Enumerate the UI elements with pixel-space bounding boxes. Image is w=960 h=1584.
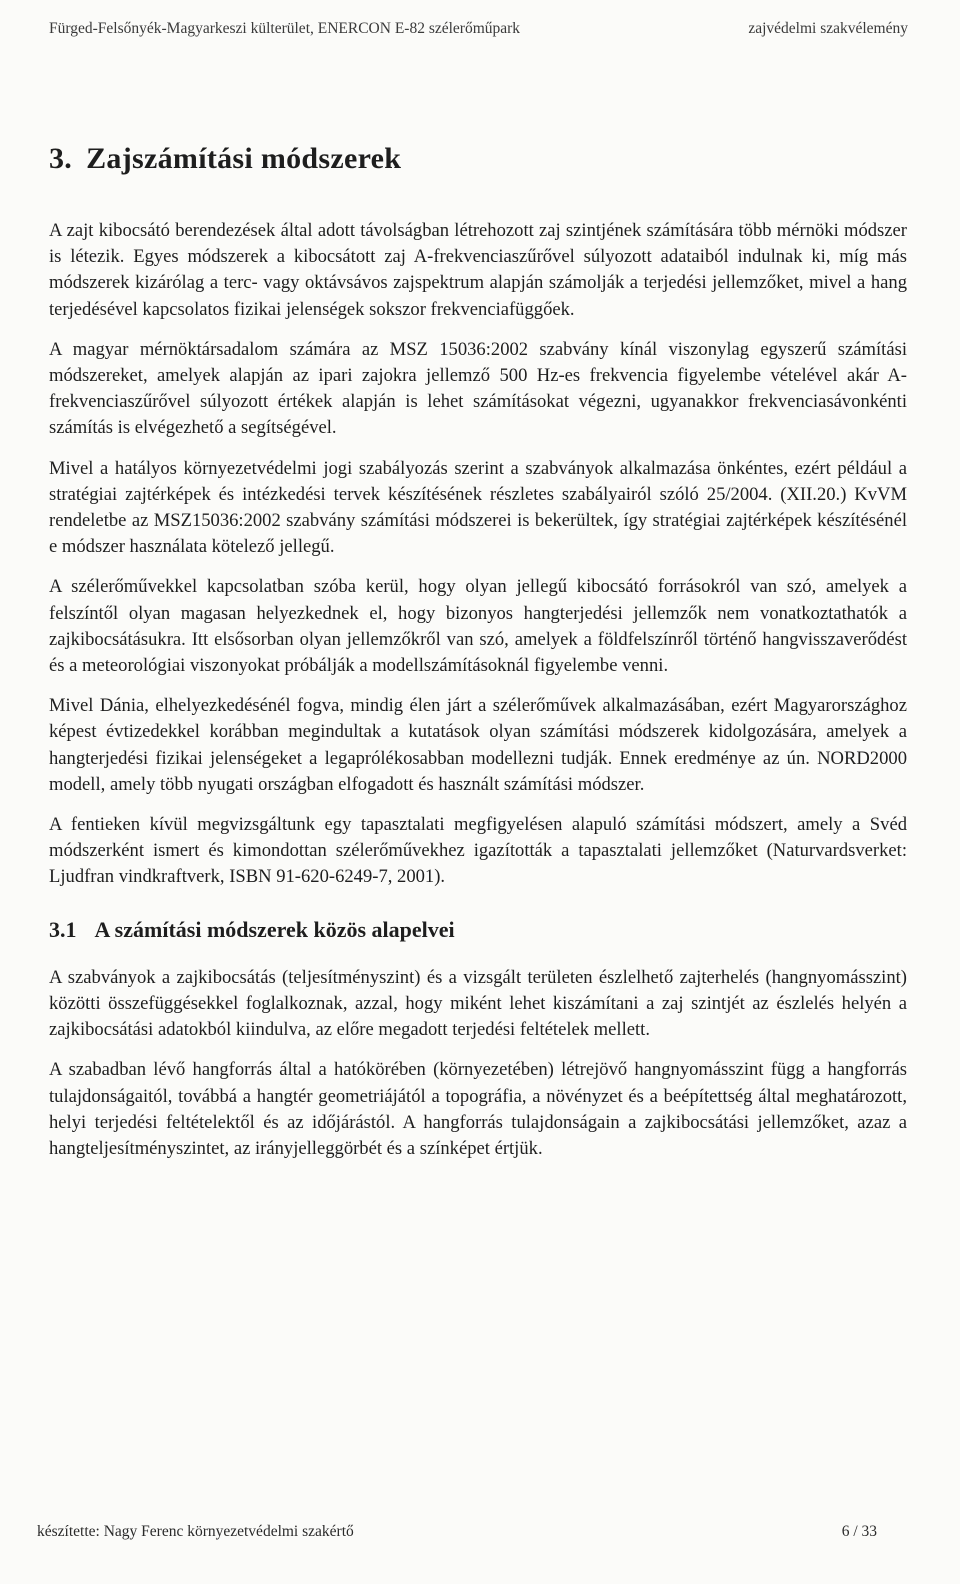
footer-author: készítette: Nagy Ferenc környezetvédelmi szakértő [37,1523,354,1540]
paragraph: A szabadban lévő hangforrás által a hatókörében (környezetében) létrejövő hangnyomásszint függ a hangforrás tulajdonságaitól, továbbá a hangtér geometriájától a topográfia, a növényzet és a beépítettség által meghatározott, helyi terjedési feltételektől és az időjárástól. A hangforrás tulajdonságain a zajkibocsátási jellemzőket, azaz a hangteljesítményszintet, az irányjelleggörbét és a színképet értjük. [49,1059,907,1160]
paragraph: A zajt kibocsátó berendezések által adott távolságban létrehozott zaj szintjének számítására több mérnöki módszer is létezik. Egyes módszerek a kibocsátott zaj A-frekvenciaszűrővel súlyozott adataiból indulnak ki, míg más módszerek kizárólag a terc- vagy oktávsávos zajspektrum alapján számolják a terjedési jellemzőket, mivel a hang terjedésével kapcsolatos fizikai jelenségek sokszor frekvenciafüggőek. [49,220,907,320]
paragraph: A fentieken kívül megvizsgáltunk egy tapasztalati megfigyelésen alapuló számítási módszert, amely a Svéd módszerként ismert és kimondottan szélerőművekhez igazították a tapasztalati jellemzőket (Naturvardsverket: Ljudfran vindkraftverk, ISBN 91-620-6249-7, 2001). [49,814,907,888]
page-header [49,20,908,38]
section-number: 3. [49,142,73,175]
subsection-heading [49,917,907,943]
paragraph: A szabványok a zajkibocsátás (teljesítményszint) és a vizsgált területen észlelhető zajterhelés (hangnyomásszint) közötti összefüggésekkel foglalkoznak, azzal, hogy miként lehet kiszámítani a zaj szintjét az észlelés helyén a zajkibocsátási adatokból kiindulva, az előre megadott terjedési feltételek mellett. [49,966,907,1041]
paragraph: A szélerőművekkel kapcsolatban szóba kerül, hogy olyan jellegű kibocsátó forrásokról van szó, amelyek a felszíntől olyan magasan helyezkednek el, hogy bizonyos hangterjedési jellemzők nem vonatkoztathatók a zajkibocsátásukra. Itt elsősorban olyan jellemzőkről van szó, amelyek a földfelszínről történő hangvisszaverődést és a meteorológiai viszonyokat próbálják a modellszámításoknál figyelembe venni. [49,576,907,677]
subsection-title: A számítási módszerek közös alapelvei [94,916,455,942]
page-number: 6 / 33 [841,1523,877,1540]
header-project: Fürged-Felsőnyék-Magyarkeszi külterület, ENERCON E-82 szélerőműpark [49,20,521,37]
paragraph: A magyar mérnöktársadalom számára az MSZ 15036:2002 szabvány kínál viszonylag egyszerű számítási módszereket, amelyek alapján az ipari zajokra jellemző 500 Hz-es frekvencia figyelembe vételével akár A-frekvenciaszűrővel súlyozott értékek alapján is lehet számításokat végezni, ugyanakkor frekvenciasávonkénti számítás is elvégezhető a segítségével. [49,338,907,439]
section-title: Zajszámítási módszerek [86,142,402,175]
section-heading [49,142,401,176]
subsection-number: 3.1 [49,916,77,942]
page-footer [37,1523,877,1541]
paragraph: Mivel a hatályos környezetvédelmi jogi szabályozás szerint a szabványok alkalmazása önkéntes, ezért például a stratégiai zajtérképek és intézkedési tervek készítésének részletes szabályairól szóló 25/2004. (XII.20.) KvVM rendeletbe az MSZ15036:2002 szabvány számítási módszerei is bekerültek, így stratégiai zajtérképek készítésénél e módszer használata kötelező jellegű. [49,457,907,558]
header-doc-type: zajvédelmi szakvélemény [748,20,908,37]
paragraph: Mivel Dánia, elhelyezkedésénél fogva, mindig élen járt a szélerőművek alkalmazásában, ezért Magyarországhoz képest évtizedekkel korábban megindultak a kutatások olyan számítási módszerek kidolgozására, amelyek a hangterjedési fizikai jelenségeket a legaprólékosabban modellezni tudják. Ennek eredménye az ún. NORD2000 modell, amely több nyugati országban elfogadott és használt számítási módszer. [49,695,907,795]
document-body [49,218,907,1176]
